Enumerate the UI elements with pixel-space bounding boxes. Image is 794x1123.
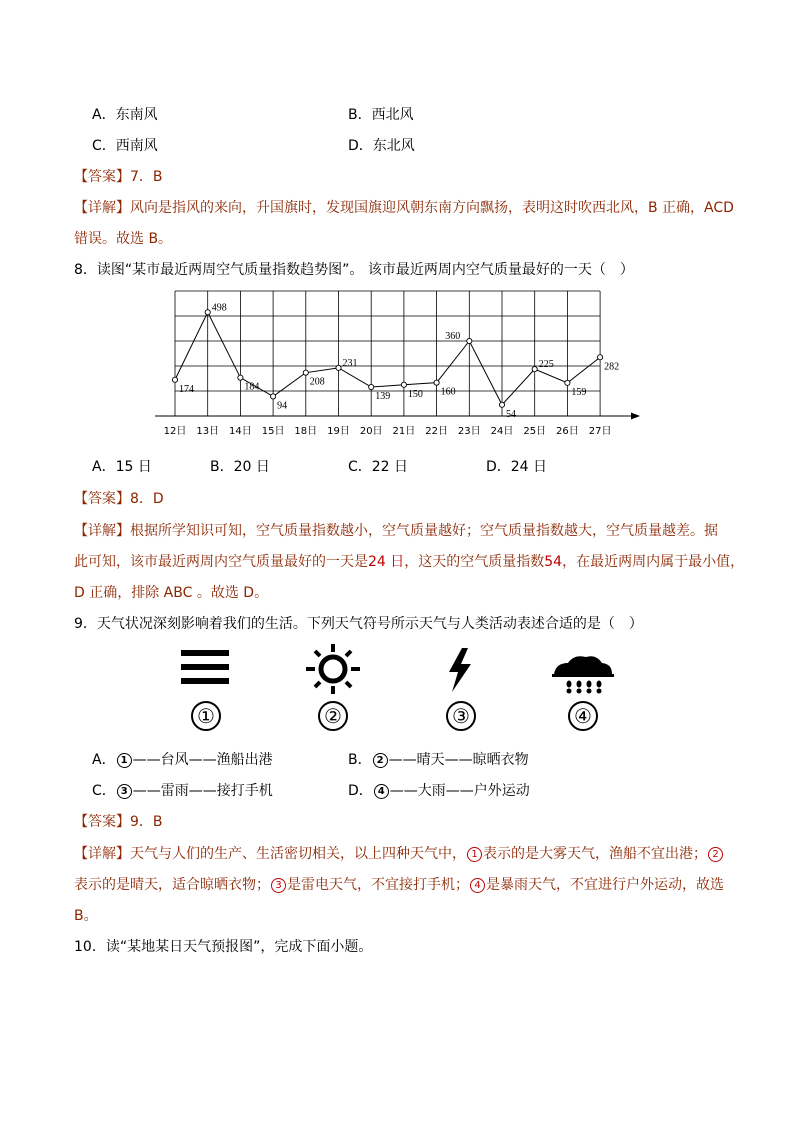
q8-detail-line2 xyxy=(74,551,744,571)
q8-option-d: D．24 日 xyxy=(486,459,548,475)
x-tick-label: 22日 xyxy=(425,426,448,437)
data-label: 282 xyxy=(604,361,620,373)
q9-option-d xyxy=(348,780,530,800)
chart-grid xyxy=(155,291,640,420)
q9-option-b xyxy=(348,749,529,769)
q8-detail-line1 xyxy=(74,520,718,540)
chart-x-ticks xyxy=(164,425,612,437)
data-label: 54 xyxy=(506,408,516,420)
x-tick-label: 13日 xyxy=(196,426,220,437)
q10-question: 10．读“某地某日天气预报图”，完成下面小题。 xyxy=(74,939,373,955)
circled-number: 2 xyxy=(373,753,388,768)
option-label: A． xyxy=(92,752,116,768)
lightning-icon xyxy=(446,648,474,692)
option-label: B． xyxy=(348,752,372,768)
detail-text: 是雷电天气，不宜接打手机； xyxy=(287,877,469,893)
data-label: 231 xyxy=(342,357,358,369)
detail-tag: 【详解】 xyxy=(74,846,130,862)
data-point xyxy=(172,377,177,382)
answer-text: 7．B xyxy=(130,169,163,185)
x-axis-arrow xyxy=(631,413,640,420)
option-text: ——晴天——晾晒衣物 xyxy=(388,752,529,768)
detail-text: 根据所学知识可知，空气质量指数越小，空气质量越好；空气质量指数越大，空气质量越差。据 xyxy=(130,523,718,539)
data-point xyxy=(598,355,603,360)
answer-tag: 【答案】 xyxy=(74,169,130,185)
sun-icon xyxy=(306,644,360,694)
q9-question: 9．天气状况深刻影响着我们的生活。下列天气符号所示天气与人类活动表述合适的是（ ） xyxy=(74,616,643,632)
q7-option-d: D．东北风 xyxy=(348,138,415,154)
data-point xyxy=(401,382,406,387)
x-tick-label: 24日 xyxy=(490,426,514,437)
x-tick-label: 14日 xyxy=(229,426,252,437)
circled-number: 3 xyxy=(117,784,132,799)
data-point xyxy=(271,394,276,399)
data-label: 184 xyxy=(244,381,260,393)
q7-option-b: B．西北风 xyxy=(348,107,414,123)
q7-option-c: C．西南风 xyxy=(92,138,158,154)
data-point xyxy=(303,370,308,375)
circled-number: 1 xyxy=(117,753,132,768)
circled-number: 4 xyxy=(470,878,485,893)
x-tick-label: 27日 xyxy=(588,426,612,437)
x-tick-label: 12日 xyxy=(163,426,187,437)
q8-answer xyxy=(74,488,164,508)
data-label: 208 xyxy=(309,376,325,388)
q9-option-a xyxy=(92,749,273,769)
q7-option-a: A．东南风 xyxy=(92,107,158,123)
q9-detail-line1 xyxy=(74,843,724,863)
detail-text: 风向是指风的来向，升国旗时，发现国旗迎风朝东南方向飘扬，表明这时吹西北风，B 正确，ACD xyxy=(130,200,734,216)
data-point xyxy=(499,402,504,407)
data-point xyxy=(369,384,374,389)
circled-number: 3 xyxy=(271,878,286,893)
heavy-rain-icon xyxy=(552,654,614,694)
data-label: 225 xyxy=(538,359,554,371)
data-label: 360 xyxy=(445,331,461,342)
q9-answer xyxy=(74,811,163,831)
answer-text: 8．D xyxy=(130,491,164,507)
detail-highlight: 24 日 xyxy=(368,554,405,570)
data-label: 139 xyxy=(375,391,391,403)
q8-option-b: B．20 日 xyxy=(210,459,270,475)
q8-question: 8．读图“某市最近两周空气质量指数趋势图”。 该市最近两周内空气质量最好的一天（ ） xyxy=(74,262,634,278)
option-text: ——台风——渔船出港 xyxy=(132,752,273,768)
q8-detail-line3: D 正确，排除 ABC 。故选 D。 xyxy=(74,585,269,601)
detail-text: ，这天的空气质量指数 xyxy=(404,554,545,570)
q8-option-a: A．15 日 xyxy=(92,459,152,475)
detail-tag: 【详解】 xyxy=(74,523,130,539)
answer-text: 9．B xyxy=(130,814,163,830)
option-label: D． xyxy=(348,783,373,799)
q7-detail-line2: 错误。故选 B。 xyxy=(74,231,173,247)
data-label: 150 xyxy=(407,388,423,400)
x-tick-label: 25日 xyxy=(523,426,547,437)
q7-answer xyxy=(74,166,163,186)
data-label: 160 xyxy=(440,386,456,398)
data-point xyxy=(336,365,341,370)
q8-option-c: C．22 日 xyxy=(348,459,409,475)
answer-tag: 【答案】 xyxy=(74,491,130,507)
x-tick-label: 20日 xyxy=(359,426,383,437)
data-point xyxy=(238,375,243,380)
aqi-chart xyxy=(155,286,640,441)
data-point xyxy=(205,310,210,315)
detail-highlight: 54 xyxy=(544,554,563,570)
circled-number: 4 xyxy=(374,784,389,799)
data-label: 498 xyxy=(211,302,227,314)
x-tick-label: 23日 xyxy=(457,426,481,437)
option-label: C． xyxy=(92,783,116,799)
x-tick-label: 21日 xyxy=(392,426,416,437)
detail-text: 此可知，该市最近两周内空气质量最好的一天是 xyxy=(74,554,368,570)
data-label: 174 xyxy=(179,383,194,395)
answer-tag: 【答案】 xyxy=(74,814,130,830)
symbol-number-2: ② xyxy=(318,701,348,731)
detail-tag: 【详解】 xyxy=(74,200,130,216)
data-label: 159 xyxy=(571,386,587,398)
q9-detail-line2 xyxy=(74,874,724,894)
x-tick-label: 18日 xyxy=(294,426,318,437)
q7-detail-line1 xyxy=(74,197,734,217)
chart-labels xyxy=(179,302,619,420)
data-label: 94 xyxy=(277,400,288,412)
data-point xyxy=(467,338,472,343)
detail-text: 天气与人们的生产、生活密切相关，以上四种天气中， xyxy=(130,846,466,862)
option-text: ——雷雨——接打手机 xyxy=(132,783,273,799)
data-point xyxy=(532,367,537,372)
data-point xyxy=(434,380,439,385)
circled-number: 2 xyxy=(708,847,723,862)
q9-option-c xyxy=(92,780,273,800)
symbol-number-3: ③ xyxy=(446,701,476,731)
option-text: ——大雨——户外运动 xyxy=(389,783,530,799)
q9-detail-line3: B。 xyxy=(74,908,98,924)
detail-text: 表示的是晴天，适合晾晒衣物； xyxy=(74,877,270,893)
detail-text: 是暴雨天气，不宜进行户外运动，故选 xyxy=(486,877,724,893)
x-tick-label: 15日 xyxy=(261,426,285,437)
symbol-number-4: ④ xyxy=(568,701,598,731)
detail-text: ，在最近两周内属于最小值， xyxy=(562,554,745,570)
x-tick-label: 19日 xyxy=(327,426,350,437)
symbol-number-1: ① xyxy=(191,701,221,731)
circled-number: 1 xyxy=(467,847,482,862)
fog-icon xyxy=(181,650,229,686)
x-tick-label: 26日 xyxy=(556,426,579,437)
data-point xyxy=(565,380,570,385)
detail-text: 表示的是大雾天气，渔船不宜出港； xyxy=(483,846,707,862)
